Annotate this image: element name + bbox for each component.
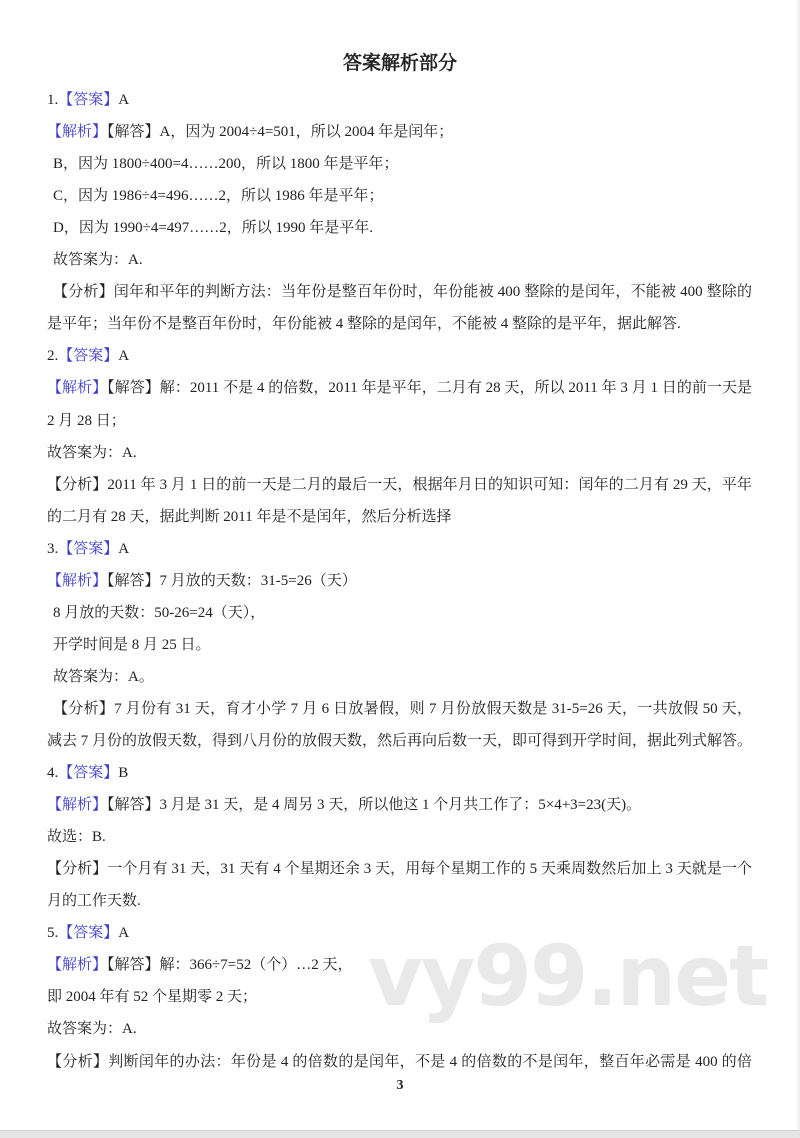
text-line	[53, 699, 752, 719]
line-text: 【解答】解：2011 不是 4 的倍数，2011 年是平年，二月有 28 天，所以 2011 年 3 月 1 日的前一天是	[107, 380, 752, 397]
line-text: 故答案为：A.	[47, 1021, 137, 1038]
line-text: A	[118, 92, 130, 108]
question-number: 2.	[47, 348, 59, 365]
text-line	[47, 795, 641, 815]
text-line	[47, 411, 126, 431]
answer-label: 【答案】	[58, 765, 119, 782]
line-text: 【解答】解：366÷7=52（个）…2 天，	[107, 957, 353, 974]
page-title: 答案解析部分	[342, 52, 457, 74]
text-line	[47, 859, 752, 879]
line-text: 【解答】3 月是 31 天，是 4 周另 3 天，所以他这 1 个月共工作了：5×4+3=23(天)。	[107, 797, 642, 814]
line-text: 【分析】7 月份有 31 天，育才小学 7 月 6 日放暑假，则 7 月份放假天数是 31-5=26 天，一共放假 50 天，	[53, 700, 752, 717]
text-line	[47, 122, 453, 142]
text-line	[53, 154, 398, 174]
answer-heading	[47, 90, 129, 110]
text-line	[47, 987, 257, 1007]
analysis-label: 【解析】	[47, 380, 108, 397]
question-number: 1.	[47, 92, 59, 108]
text-line	[53, 282, 752, 302]
line-text: 故选：B.	[47, 829, 106, 846]
answer-label: 【答案】	[58, 92, 119, 108]
text-line	[47, 1052, 752, 1072]
question-number: 5.	[47, 925, 59, 942]
answer-heading	[47, 346, 129, 366]
answer-heading	[47, 923, 129, 943]
text-line	[53, 667, 154, 687]
line-text: 【分析】2011 年 3 月 1 日的前一天是二月的最后一天，根据年月日的知识可知：闰年的二月有 29 天，平年	[47, 476, 752, 493]
text-line	[47, 314, 681, 334]
line-text: 【解答】7 月放的天数：31-5=26（天）	[107, 572, 357, 589]
text-line	[47, 475, 752, 495]
answer-label: 【答案】	[58, 348, 119, 365]
text-line	[53, 603, 265, 623]
line-text: 【解答】A，因为 2004÷4=501，所以 2004 年是闰年；	[107, 124, 454, 141]
line-text: 【分析】一个月有 31 天，31 天有 4 个星期还余 3 天，用每个星期工作的 5 天乘周数然后加上 3 天就是一个	[47, 861, 752, 878]
line-text: C，因为 1986÷4=496……2，所以 1986 年是平年；	[53, 188, 384, 205]
line-text: 开学时间是 8 月 25 日。	[53, 636, 211, 653]
line-text: 减去 7 月份的放假天数，得到八月份的放假天数，然后再向后数一天，即可得到开学时间，据此列式解答。	[47, 733, 753, 749]
text-line	[53, 218, 373, 238]
line-text: 8 月放的天数：50-26=24（天），	[53, 604, 266, 621]
line-text: B	[118, 765, 129, 782]
answer-heading	[47, 539, 129, 559]
line-text: 故答案为：A。	[53, 668, 154, 685]
text-line	[53, 250, 143, 270]
text-line	[47, 955, 352, 975]
text-line	[47, 443, 137, 463]
text-line	[47, 507, 451, 527]
text-line	[53, 635, 211, 655]
page-number: 3	[396, 1078, 404, 1093]
analysis-label: 【解析】	[47, 572, 108, 589]
answer-label: 【答案】	[58, 925, 119, 942]
question-number: 3.	[47, 540, 59, 557]
line-text: 【分析】判断闰年的办法：年份是 4 的倍数的是闰年，不是 4 的倍数的不是闰年，整百年必需是 400 的倍	[47, 1053, 752, 1070]
text-line	[53, 186, 383, 206]
line-text: D，因为 1990÷4=497……2，所以 1990 年是平年.	[53, 220, 374, 237]
text-line	[47, 571, 357, 591]
line-text: A	[118, 348, 130, 365]
answer-label: 【答案】	[58, 540, 119, 557]
line-text: 的二月有 28 天，据此判断 2011 年是不是闰年，然后分析选择	[47, 508, 452, 525]
question-number: 4.	[47, 765, 59, 782]
watermark: vy99.net	[368, 927, 768, 1025]
answer-heading	[47, 763, 128, 783]
analysis-label: 【解析】	[47, 957, 108, 974]
text-line	[47, 731, 752, 751]
line-text: 故答案为：A.	[53, 252, 143, 269]
analysis-label: 【解析】	[47, 797, 108, 814]
line-text: 2 月 28 日；	[47, 412, 126, 429]
line-text: 是平年；当年份不是整百年份时，年份能被 4 整除的是闰年，不能被 4 整除的是平年，据此解答.	[47, 316, 681, 333]
line-text: 月的工作天数.	[47, 893, 141, 910]
text-line	[47, 827, 106, 847]
line-text: B，因为 1800÷400=4……200，所以 1800 年是平年；	[53, 156, 399, 173]
line-text: A	[118, 925, 130, 942]
text-line	[47, 1019, 137, 1039]
analysis-label: 【解析】	[47, 124, 108, 141]
line-text: 故答案为：A.	[47, 444, 137, 461]
text-line	[47, 891, 141, 911]
text-line	[47, 378, 752, 398]
line-text: 【分析】闰年和平年的判断方法：当年份是整百年份时，年份能被 400 整除的是闰年，不能被 400 整除的	[53, 284, 752, 301]
line-text: 即 2004 年有 52 个星期零 2 天；	[47, 989, 258, 1006]
line-text: A	[118, 540, 130, 557]
